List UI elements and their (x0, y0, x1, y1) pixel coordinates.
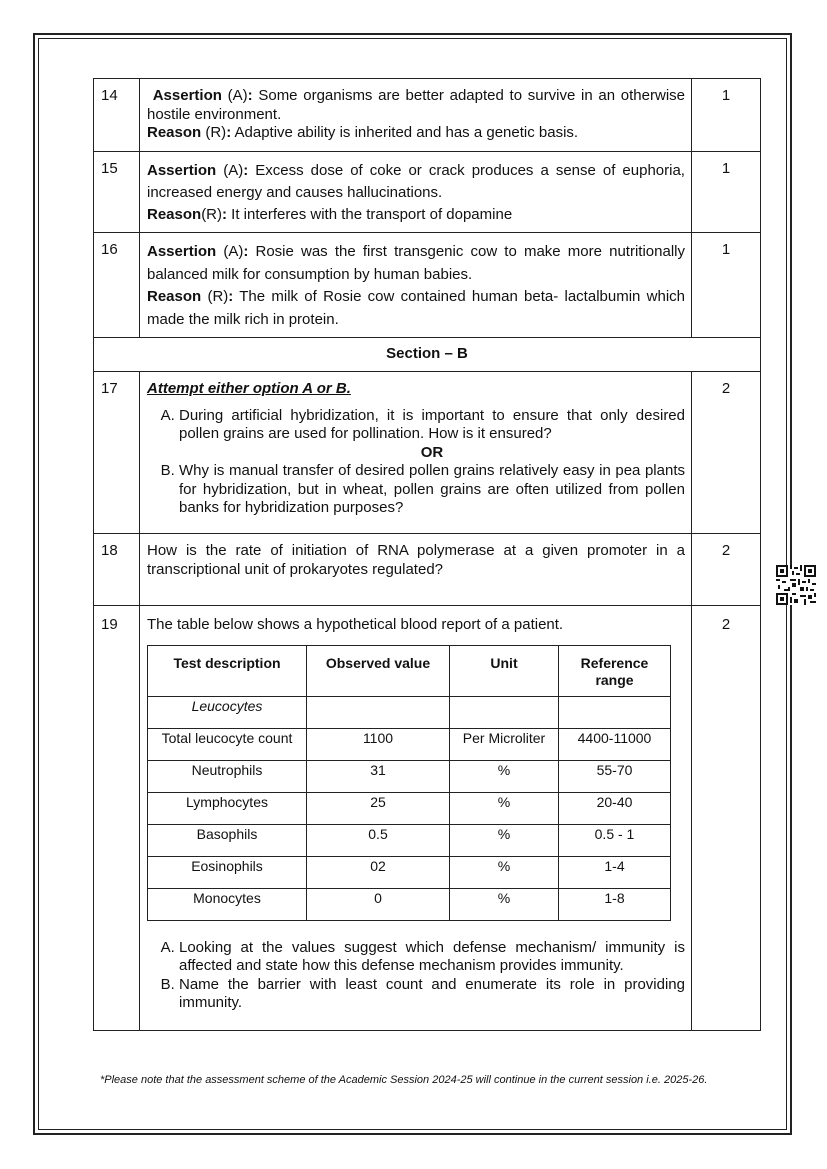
assertion-text: Some organisms are better adapted to survive in an otherwise hostile environment. (147, 87, 685, 123)
option-a: A. Looking at the values suggest which defense mechanism/ immunity is affected and state how this defense mechanism provides immunity. (179, 939, 685, 976)
question-number: 15 (94, 152, 140, 233)
reference-range: 0.5 - 1 (559, 824, 671, 856)
question-row-19 (94, 606, 761, 1031)
question-number: 14 (94, 79, 140, 152)
header-reference-range: Reference range (559, 645, 671, 696)
reason-text: The milk of Rosie cow contained human beta- lactalbumin which made the milk rich in protein. (147, 288, 685, 328)
attempt-instruction: Attempt either option A or B. (147, 380, 351, 397)
question-number: 18 (94, 534, 140, 606)
reference-range: 4400-11000 (559, 728, 671, 760)
assertion-colon: : (247, 87, 253, 104)
assertion-text: Excess dose of coke or crack produces a sense of euphoria, increased energy and causes hallucinations. (147, 162, 685, 201)
table-row (148, 888, 671, 920)
blood-report-table (147, 645, 671, 921)
reason (147, 204, 685, 226)
test-name: Neutrophils (148, 760, 307, 792)
question-body (140, 233, 692, 338)
observed-value: 0.5 (307, 824, 450, 856)
observed-value: 0 (307, 888, 450, 920)
assertion-tag: (A) (216, 243, 244, 260)
question-marks: 1 (692, 152, 761, 233)
option-b-text: Why is manual transfer of desired pollen grains relatively easy in pea plants for hybridization, but in wheat, pollen grains are often utilized from pollen banks for hybridization purposes? (179, 462, 685, 516)
qr-code-icon (776, 565, 816, 605)
reason-colon: : (228, 288, 234, 305)
reference-range: 1-4 (559, 856, 671, 888)
unit: % (450, 792, 559, 824)
footnote: *Please note that the assessment scheme of the Academic Session 2024-25 will continue in the current session i.e. 2025-26. (100, 1074, 708, 1086)
unit: % (450, 760, 559, 792)
reference-range: 55-70 (559, 760, 671, 792)
assertion-colon: : (243, 243, 249, 260)
reason-colon: : (226, 124, 232, 141)
question-row-16 (94, 233, 761, 338)
question-body: How is the rate of initiation of RNA polymerase at a given promoter in a transcriptional unit of prokaryotes regulated? (140, 534, 692, 606)
reference-range: 20-40 (559, 792, 671, 824)
header-test-description: Test description (148, 645, 307, 696)
question-body (140, 152, 692, 233)
reason-tag: (R) (201, 288, 229, 305)
assertion-text: Rosie was the first transgenic cow to make more nutritionally balanced milk for consumption by human babies. (147, 243, 685, 283)
blood-report-intro: The table below shows a hypothetical blood report of a patient. (147, 616, 564, 633)
test-name: Total leucocyte count (148, 728, 307, 760)
assertion (147, 160, 685, 204)
reason-label: Reason (147, 288, 202, 305)
assertion-colon: : (243, 162, 249, 179)
group-label: Leucocytes (148, 696, 307, 728)
option-a-text: During artificial hybridization, it is important to ensure that only desired pollen grains are used for pollination. How is it ensured? (179, 406, 685, 442)
reason-tag: (R) (201, 124, 227, 141)
unit: % (450, 888, 559, 920)
reason-label: Reason (147, 206, 202, 223)
assertion-label: Assertion (152, 87, 222, 104)
option-list (147, 407, 685, 518)
assertion-tag: (A) (221, 87, 248, 104)
blood-table-header (148, 645, 671, 696)
test-name: Eosinophils (148, 856, 307, 888)
test-name: Lymphocytes (148, 792, 307, 824)
or-separator: OR (420, 443, 444, 461)
section-heading: Section – B (94, 338, 761, 372)
table-row (148, 728, 671, 760)
table-row (148, 696, 671, 728)
question-body (140, 606, 692, 1031)
question-marks: 2 (692, 606, 761, 1031)
assertion (147, 241, 685, 286)
table-row (148, 824, 671, 856)
assertion-tag: (A) (216, 162, 244, 179)
section-b-row (94, 338, 761, 372)
reason-tag: (R) (201, 206, 223, 223)
question-row-18 (94, 534, 761, 606)
option-b (179, 462, 685, 518)
unit: % (450, 856, 559, 888)
question-body (140, 79, 692, 152)
question-body (140, 372, 692, 534)
test-name: Basophils (148, 824, 307, 856)
assertion-label: Assertion (147, 243, 217, 260)
question-row-14 (94, 79, 761, 152)
reason (147, 124, 685, 143)
table-cell-empty (559, 696, 671, 728)
table-cell-empty (450, 696, 559, 728)
assertion (147, 87, 685, 124)
question-table (93, 78, 761, 1031)
table-cell-empty (307, 696, 450, 728)
unit: Per Microliter (450, 728, 559, 760)
question-marks: 1 (692, 233, 761, 338)
observed-value: 25 (307, 792, 450, 824)
reference-range: 1-8 (559, 888, 671, 920)
observed-value: 1100 (307, 728, 450, 760)
reason-colon: : (222, 206, 228, 223)
test-name: Monocytes (148, 888, 307, 920)
unit: % (450, 824, 559, 856)
question-number: 16 (94, 233, 140, 338)
assertion-label: Assertion (147, 162, 217, 179)
table-row (148, 792, 671, 824)
reason (147, 286, 685, 331)
header-unit: Unit (450, 645, 559, 696)
question-row-17 (94, 372, 761, 534)
table-row (148, 760, 671, 792)
reason-text: It interferes with the transport of dopamine (227, 206, 513, 223)
question-marks: 2 (692, 372, 761, 534)
option-list (147, 939, 685, 1013)
reason-text: Adaptive ability is inherited and has a genetic basis. (231, 124, 579, 141)
question-marks: 1 (692, 79, 761, 152)
reason-label: Reason (147, 124, 202, 141)
question-number: 17 (94, 372, 140, 534)
option-b: B. Name the barrier with least count and enumerate its role in providing immunity. (179, 976, 685, 1013)
observed-value: 02 (307, 856, 450, 888)
question-number: 19 (94, 606, 140, 1031)
option-a (179, 407, 685, 463)
header-observed-value: Observed value (307, 645, 450, 696)
question-row-15 (94, 152, 761, 233)
table-row (148, 856, 671, 888)
question-marks: 2 (692, 534, 761, 606)
observed-value: 31 (307, 760, 450, 792)
